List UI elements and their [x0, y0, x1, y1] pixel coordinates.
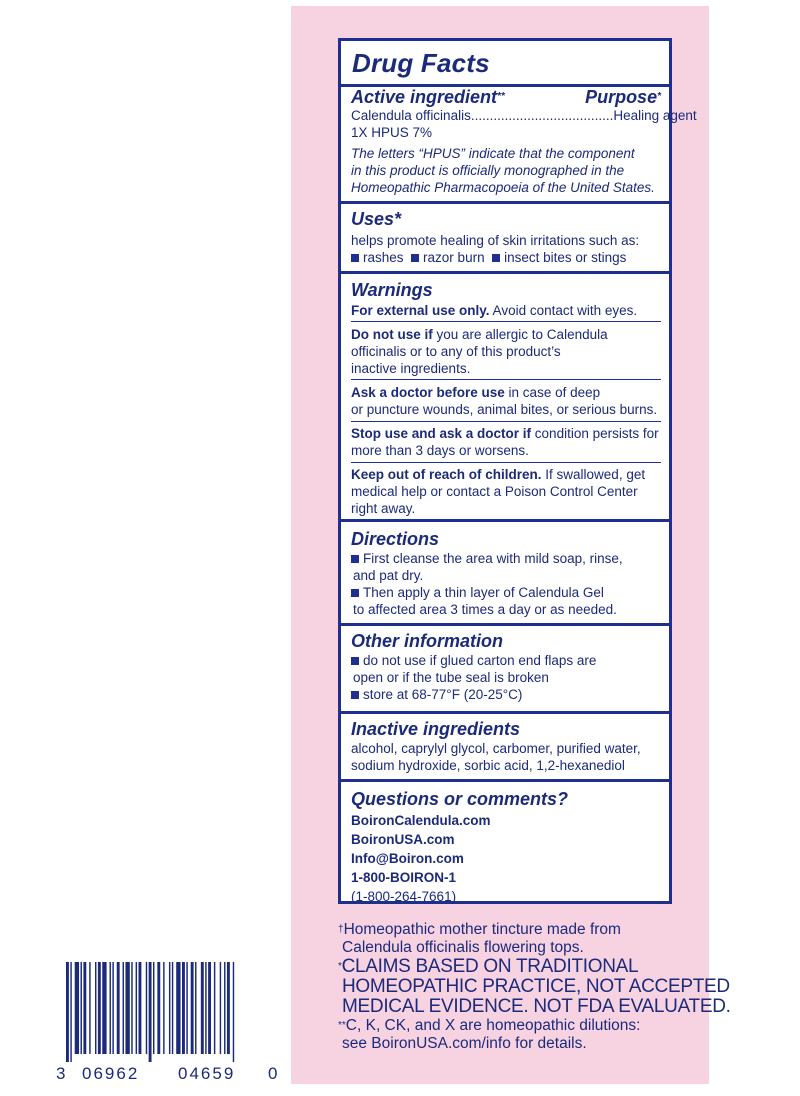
barcode-bar — [220, 962, 221, 1054]
warnings-heading: Warnings — [351, 280, 433, 300]
divider — [351, 462, 661, 463]
barcode-digit-last: 0 — [268, 1064, 280, 1083]
barcode-bar — [83, 962, 86, 1054]
bullet-icon — [351, 657, 359, 665]
contact-usa-website[interactable]: BoironUSA.com — [351, 832, 455, 847]
rule — [341, 623, 669, 626]
other-information-section: Other information do not use if glued carton end flaps are open or if the tube seal is broken store at 68-77°F (20-25°C) — [351, 631, 659, 703]
divider — [351, 321, 661, 322]
barcode-bar — [186, 962, 187, 1054]
barcode-bar — [227, 962, 230, 1054]
barcode-bar — [195, 962, 196, 1054]
active-ingredient-section — [351, 87, 697, 196]
ask-doctor-block: Ask a doctor before use in case of deep or puncture wounds, animal bites, or serious burns. — [351, 385, 658, 417]
bullet-icon — [492, 254, 500, 262]
barcode-bar — [102, 962, 106, 1054]
bullet-icon — [351, 691, 359, 699]
barcode-bar — [182, 962, 185, 1054]
barcode-bar — [163, 962, 164, 1054]
rule — [341, 519, 669, 522]
barcode-bar — [169, 962, 170, 1054]
barcode-bar — [139, 962, 142, 1054]
bullet-icon — [351, 254, 359, 262]
inactive-ingredients-section: Inactive ingredients alcohol, caprylyl glycol, carbomer, purified water, sodium hydroxide, sorbic acid, 1,2-hexanediol — [351, 719, 659, 774]
directions-heading: Directions — [351, 529, 440, 549]
barcode-bar — [157, 962, 160, 1054]
barcode-bar — [123, 962, 124, 1054]
barcode-bar — [95, 962, 96, 1054]
barcode-bar — [70, 962, 71, 1062]
barcode-bar — [214, 962, 215, 1054]
barcode-digits-group1: 06962 — [82, 1064, 140, 1083]
barcode-bar — [81, 962, 82, 1054]
barcode-bar — [201, 962, 204, 1054]
divider — [351, 379, 661, 380]
barcode-bar — [205, 962, 206, 1054]
barcode-bar — [191, 962, 194, 1054]
barcode-bar — [112, 962, 113, 1054]
barcode-bar — [146, 962, 147, 1054]
rule — [341, 779, 669, 782]
warnings-section — [351, 280, 659, 319]
contact-email[interactable]: Info@Boiron.com — [351, 851, 464, 866]
barcode-bar — [131, 962, 132, 1054]
barcode-bar — [75, 962, 79, 1054]
ingredient-row: Calendula officinalis......................................Healing agent — [351, 108, 697, 123]
drug-facts-panel — [338, 38, 697, 904]
barcode-bar — [125, 962, 129, 1054]
directions-section: Directions First cleanse the area with mild soap, rinse, and pat dry. Then apply a thin layer of Calendula Gel to affected area 3 times a day or as needed. — [351, 529, 659, 618]
rule — [341, 201, 669, 204]
barcode-digits-group2: 04659 — [178, 1064, 236, 1083]
barcode-bar — [110, 962, 111, 1054]
barcode-bar — [117, 962, 120, 1054]
barcode-bar — [136, 962, 137, 1054]
uses-section — [351, 209, 659, 266]
barcode-bar — [233, 962, 234, 1062]
barcode-bar — [149, 962, 152, 1062]
bullet-icon — [351, 589, 359, 597]
hpus-note-2: in this product is officially monographed in the — [351, 163, 625, 178]
barcode-bar — [176, 962, 180, 1054]
rule — [341, 271, 669, 274]
purpose-heading: Purpose* — [585, 87, 661, 107]
uses-intro: helps promote healing of skin irritations such as: — [351, 233, 640, 248]
hpus-note-3: Homeopathic Pharmacopoeia of the United States. — [351, 180, 655, 195]
active-ingredient-heading: Active ingredient** — [351, 87, 505, 107]
uses-list: rashes razor burn insect bites or stings — [351, 249, 659, 266]
do-not-use-block: Do not use if you are allergic to Calendula officinalis or to any of this product’s inactive ingredients. — [351, 327, 608, 376]
contact-phone-numeric: (1-800-264-7661) — [351, 889, 457, 904]
barcode-bar — [98, 962, 101, 1054]
barcode-digit-first: 3 — [56, 1064, 68, 1083]
contact-website[interactable]: BoironCalendula.com — [351, 813, 491, 828]
divider — [351, 421, 661, 422]
inactive-ingredients-heading: Inactive ingredients — [351, 719, 521, 739]
drug-facts-title: Drug Facts — [352, 48, 490, 78]
barcode-bar — [89, 962, 90, 1054]
barcode-bar — [172, 962, 173, 1054]
questions-section — [351, 789, 659, 906]
footnotes: †Homeopathic mother tincture made from Calendula officinalis flowering tops. *CLAIMS BASED ON TRADITIONAL HOMEOPATHIC PRACTICE, NOT ACCEPTED MEDICAL EVIDENCE. NOT FDA EVALUATED. **C, K, CK, and X are homeopathic dilutions: see BoironUSA.com/info for details. — [338, 921, 731, 1052]
bullet-icon — [411, 254, 419, 262]
barcode-bar — [224, 962, 225, 1054]
barcode — [66, 962, 274, 1062]
barcode-bar — [208, 962, 211, 1054]
questions-heading: Questions or comments? — [351, 789, 569, 809]
external-use-warning: For external use only. Avoid contact with eyes. — [351, 303, 638, 318]
hpus-note-1: The letters “HPUS” indicate that the component — [351, 146, 635, 161]
other-information-heading: Other information — [351, 631, 503, 651]
keep-out-block: Keep out of reach of children. If swallowed, get medical help or contact a Poison Control Center right away. — [351, 467, 646, 516]
rule — [341, 711, 669, 714]
contact-phone[interactable]: 1-800-BOIRON-1 — [351, 870, 457, 885]
bullet-icon — [351, 555, 359, 563]
barcode-bar — [153, 962, 154, 1054]
stop-use-block: Stop use and ask a doctor if condition persists for more than 3 days or worsens. — [351, 426, 659, 458]
barcode-bar — [66, 962, 69, 1062]
ingredient-strength: 1X HPUS 7% — [351, 125, 433, 140]
uses-heading: Uses* — [351, 209, 402, 229]
